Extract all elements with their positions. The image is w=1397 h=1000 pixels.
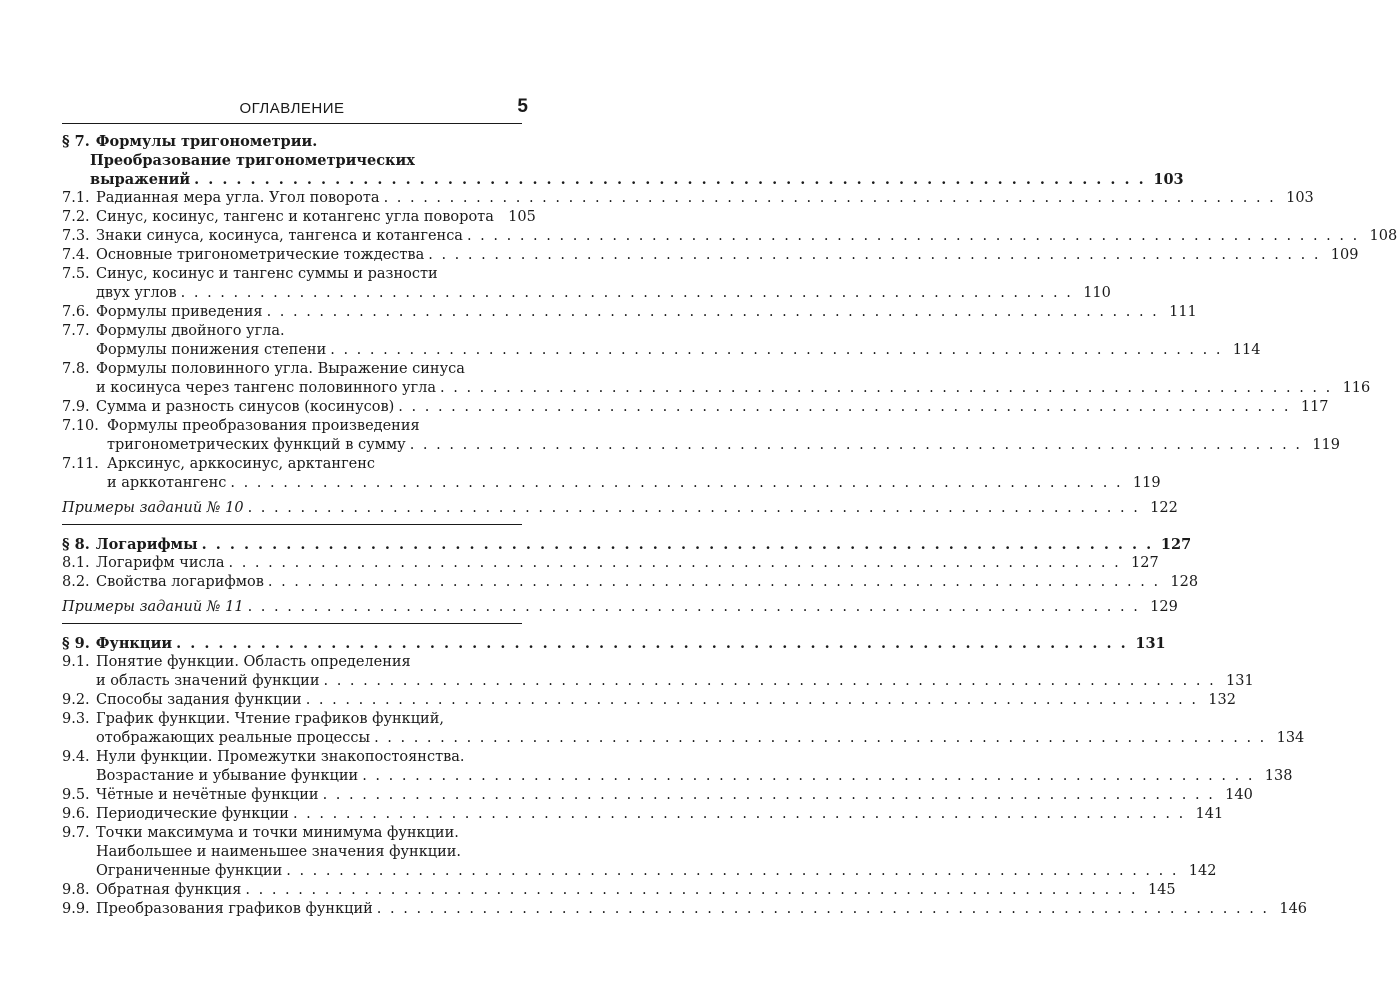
page-header xyxy=(62,96,528,122)
entry-page: 134 xyxy=(1276,730,1305,746)
header-title: ОГЛАВЛЕНИЕ xyxy=(239,100,345,117)
examples-entry[interactable] xyxy=(62,598,1178,617)
toc-entry[interactable] xyxy=(62,398,1329,417)
toc-entry[interactable] xyxy=(62,341,1261,360)
toc-section xyxy=(62,632,1308,925)
toc-entry[interactable] xyxy=(62,246,1359,265)
leader-dots: . . . . . . . . . . . . . . . . . . . . . . . . . . . . . . . . . . . . . . . . . . . . . . . . . . . . . . . . . . . . . . . . . . . . xyxy=(286,863,1179,879)
toc-entry[interactable] xyxy=(62,573,1199,592)
toc-entry[interactable] xyxy=(62,881,1176,900)
entry-title: Свойства логарифмов xyxy=(96,574,264,590)
leader-dots: . . . . . . . . . . . . . . . . . . . . . . . . . . . . . . . . . . . . . . . . . . . . . . . . . . . . . . . . . . . . . . . . . . . . xyxy=(440,380,1333,396)
entry-number: 7.10. xyxy=(62,418,99,434)
toc-entry[interactable] xyxy=(62,767,1293,786)
leader-dots: . . . . . . . . . . . . . . . . . . . . . . . . . . . . . . . . . . . . . . . . . . . . . . . . . . . . . . . . . . . . . . . . . . . . xyxy=(323,673,1216,689)
toc-section xyxy=(62,533,1199,624)
examples-label: Примеры заданий № 10 xyxy=(62,500,244,516)
toc-entry[interactable] xyxy=(62,653,522,672)
entry-page: 131 xyxy=(1226,673,1254,689)
leader-dots: . . . . . . . . . . . . . . . . . . . . . . . . . . . . . . . . . . . . . . . . . . . . . . . . . . . . . . . . . . . . . . . . . . . . xyxy=(247,599,1140,615)
toc-entry[interactable] xyxy=(62,379,1371,398)
toc-entry[interactable] xyxy=(62,436,1340,455)
leader-dots: . . . . . . . . . . . . . . . . . . . . . . . . . . . . . . . . . . . . . . . . . . . . . . . . . . . . . . . . . . . . . . . . . . . . xyxy=(466,228,1360,244)
entry-page: 128 xyxy=(1170,574,1199,590)
section-title-row xyxy=(62,535,1192,554)
entry-title: Преобразования графиков функций xyxy=(96,901,373,917)
entry-page: 119 xyxy=(1312,437,1340,453)
section-title-row xyxy=(62,170,1184,189)
leader-dots: . . . . . . . . . . . . . . . . . . . . . . . . . . . . . . . . . . . . . . . . . . . . . . . . . . . . . . . . . . . . . . . . . . . . xyxy=(266,304,1159,320)
leader-dots: . . . . . . . . . . . . . . . . . . . . . . . . . . . . . . . . . . . . . . . . . . . . . . . . . . . . . . . . . . . . . . . . . . . . xyxy=(409,437,1302,453)
entry-title: Понятие функции. Область определения xyxy=(96,654,411,670)
entry-title: Формулы половинного угла. Выражение синуса xyxy=(96,361,465,377)
examples-page: 129 xyxy=(1150,599,1178,615)
leader-dots: . . . . . . . . . . . . . . . . . . . . . . . . . . . . . . . . . . . . . . . . . . . . . . . . . . . . . . . . . . . . . . . . . . . . xyxy=(201,536,1154,553)
leader-dots: . . . . . . . . . . . . . . . . . . . . . . . . . . . . . . . . . . . . . . . . . . . . . . . . . . . . . . . . . . . . . . . . . . . . xyxy=(180,285,1073,301)
entry-page: 142 xyxy=(1188,863,1217,879)
section-title-row xyxy=(62,634,1166,653)
toc-entry[interactable] xyxy=(62,805,1224,824)
entry-page: 103 xyxy=(1286,190,1314,206)
entry-title: Наибольшее и наименьшее значения функции. xyxy=(96,844,462,860)
entry-number: 8.2. xyxy=(62,574,90,590)
toc-entry[interactable] xyxy=(62,455,522,474)
entry-title: двух углов xyxy=(96,285,177,301)
toc-entry[interactable] xyxy=(62,748,522,767)
entry-number: 9.3. xyxy=(62,711,90,727)
entry-number: 7.1. xyxy=(62,190,90,206)
section-title: Формулы тригонометрии. xyxy=(95,133,318,150)
entry-page: 145 xyxy=(1147,882,1176,898)
entry-number: 9.7. xyxy=(62,825,90,841)
entry-title: Синус, косинус и тангенс суммы и разности xyxy=(96,266,438,282)
entry-number: 7.9. xyxy=(62,399,90,415)
entry-page: 108 xyxy=(1369,228,1397,244)
entry-title: Формулы понижения степени xyxy=(96,342,327,358)
toc-entry[interactable] xyxy=(62,843,522,862)
leader-dots: . . . . . . . . . . . . . . . . . . . . . . . . . . . . . . . . . . . . . . . . . . . . . . . . . . . . . . . . . . . . . . . . . . . . xyxy=(383,190,1276,206)
leader-dots: . . . . . . . . . . . . . . . . . . . . . . . . . . . . . . . . . . . . . . . . . . . . . . . . . . . . . . . . . . . . . . . . . . . . xyxy=(305,692,1198,708)
leader-dots: . . . . . . . . . . . . . . . . . . . . . . . . . . . . . . . . . . . . . . . . . . . . . . . . . . . . . . . . . . . . . . . . . . . . xyxy=(322,787,1215,803)
section-title-row xyxy=(62,132,522,151)
entry-number: 9.4. xyxy=(62,749,90,765)
section-title: Логарифмы xyxy=(95,536,198,553)
leader-dots: . . . . . . . . . . . . . . . . . . . . . . . . . . . . . . . . . . . . . . . . . . . . . . . . . . . . . . . . . . . . . . . . . . . . xyxy=(374,730,1267,746)
entry-title: Формулы преобразования произведения xyxy=(107,418,420,434)
table-of-contents xyxy=(62,130,1397,933)
examples-entry[interactable] xyxy=(62,499,1178,518)
entry-page: 132 xyxy=(1208,692,1236,708)
leader-dots: . . . . . . . . . . . . . . . . . . . . . . . . . . . . . . . . . . . . . . . . . . . . . . . . . . . . . . . . . . . . . . . . . . . . xyxy=(228,555,1121,571)
toc-entry[interactable] xyxy=(62,284,1111,303)
leader-dots: . . . . . . . . . . . . . . . . . . . . . . . . . . . . . . . . . . . . . . . . . . . . . . . . . . . . . . . . . . . . . . . . . . . . xyxy=(194,171,1146,188)
toc-section xyxy=(62,130,1397,525)
entry-page: 111 xyxy=(1169,304,1197,320)
toc-entry[interactable] xyxy=(62,729,1305,748)
entry-number: 7.11. xyxy=(62,456,99,472)
entry-title: Точки максимума и точки минимума функции. xyxy=(96,825,459,841)
entry-title: Периодические функции xyxy=(96,806,289,822)
entry-title: Ограниченные функции xyxy=(96,863,283,879)
leader-dots: . . . . . . . . . . . . . . . . . . . . . . . . . . . . . . . . . . . . . . . . . . . . . . . . . . . . . . . . . . . . . . . . . . . . xyxy=(176,635,1128,652)
entry-title: Сумма и разность синусов (косинусов) xyxy=(96,399,395,415)
entry-number: 7.4. xyxy=(62,247,90,263)
section-page: 103 xyxy=(1153,171,1184,188)
entry-title: Радианная мера угла. Угол поворота xyxy=(96,190,380,206)
entry-page: 109 xyxy=(1330,247,1359,263)
section-page: 127 xyxy=(1160,536,1192,553)
entry-number: 9.5. xyxy=(62,787,90,803)
entry-title: Логарифм числа xyxy=(96,555,225,571)
toc-entry[interactable] xyxy=(62,208,536,227)
page-number: 5 xyxy=(517,96,528,117)
entry-title: Чётные и нечётные функции xyxy=(96,787,319,803)
leader-dots: . . . . . . . . . . . . . . . . . . . . . . . . . . . . . . . . . . . . . . . . . . . . . . . . . . . . . . . . . . . . . . . . . . . . xyxy=(330,342,1223,358)
entry-number: 9.9. xyxy=(62,901,90,917)
entry-title: График функции. Чтение графиков функций, xyxy=(96,711,444,727)
entry-title: Нули функции. Промежутки знакопостоянства. xyxy=(96,749,465,765)
entry-number: 7.3. xyxy=(62,228,90,244)
toc-entry[interactable] xyxy=(62,786,1253,805)
entry-title: Синус, косинус, тангенс и котангенс угла поворота xyxy=(96,209,494,225)
entry-title: Формулы приведения xyxy=(96,304,263,320)
entry-title: Основные тригонометрические тождества xyxy=(96,247,425,263)
entry-number: 7.6. xyxy=(62,304,90,320)
examples-label: Примеры заданий № 11 xyxy=(62,599,244,615)
entry-number: 7.7. xyxy=(62,323,90,339)
header-rule xyxy=(62,123,522,124)
entry-title: Обратная функция xyxy=(96,882,242,898)
entry-number: 8.1. xyxy=(62,555,90,571)
entry-page: 110 xyxy=(1083,285,1111,301)
toc-entry[interactable] xyxy=(62,322,522,341)
entry-page: 141 xyxy=(1195,806,1224,822)
section-title: выражений xyxy=(90,171,191,188)
section-title-row xyxy=(62,151,522,170)
leader-dots: . . . . . . . . . . . . . . . . . . . . . . . . . . . . . . . . . . . . . . . . . . . . . . . . . . . . . . . . . . . . . . . . . . . . xyxy=(247,500,1140,516)
entry-title: и арккотангенс xyxy=(107,475,227,491)
toc-entry[interactable] xyxy=(62,672,1254,691)
toc-entry[interactable] xyxy=(62,189,1314,208)
section-title: Функции xyxy=(95,635,173,652)
toc-entry[interactable] xyxy=(62,691,1236,710)
entry-page: 119 xyxy=(1132,475,1161,491)
entry-title: и область значений функции xyxy=(96,673,320,689)
toc-entry[interactable] xyxy=(62,824,522,843)
examples-page: 122 xyxy=(1150,500,1178,516)
toc-entry[interactable] xyxy=(62,862,1217,881)
entry-title: и косинуса через тангенс половинного угла xyxy=(96,380,437,396)
toc-entry[interactable] xyxy=(62,227,1397,246)
toc-entry[interactable] xyxy=(62,303,1197,322)
entry-page: 105 xyxy=(508,209,536,225)
section-title: Преобразование тригонометрических xyxy=(90,152,415,169)
leader-dots: . . . . . . . . . . . . . . . . . . . . . . . . . . . . . . . . . . . . . . . . . . . . . . . . . . . . . . . . . . . . . . . . . . . . xyxy=(230,475,1123,491)
entry-number: 9.8. xyxy=(62,882,90,898)
entry-page: 140 xyxy=(1225,787,1253,803)
entry-title: Формулы двойного угла. xyxy=(96,323,285,339)
entry-page: 117 xyxy=(1300,399,1329,415)
section-number: § 9. xyxy=(62,635,90,652)
entry-title: Знаки синуса, косинуса, тангенса и котангенса xyxy=(96,228,463,244)
entry-page: 116 xyxy=(1342,380,1371,396)
entry-page: 127 xyxy=(1131,555,1159,571)
entry-page: 146 xyxy=(1279,901,1308,917)
leader-dots: . . . . . . . . . . . . . . . . . . . . . . . . . . . . . . . . . . . . . . . . . . . . . . . . . . . . . . . . . . . . . . . . . . . . xyxy=(245,882,1138,898)
toc-entry[interactable] xyxy=(62,417,522,436)
entry-title: Способы задания функции xyxy=(96,692,302,708)
section-page: 131 xyxy=(1135,635,1166,652)
leader-dots: . . . . . . . . . . . . . . . . . . . . . . . . . . . . . . . . . . . . . . . . . . . . . . . . . . . . . . . . . . . . . . . . . . . . xyxy=(428,247,1321,263)
leader-dots: . . . . . . . . . . . . . . . . . . . . . . . . . . . . . . . . . . . . . . . . . . . . . . . . . . . . . . . . . . . . . . . . . . . . xyxy=(362,768,1255,784)
entry-number: 9.6. xyxy=(62,806,90,822)
entry-number: 9.2. xyxy=(62,692,90,708)
leader-dots: . . . . . . . . . . . . . . . . . . . . . . . . . . . . . . . . . . . . . . . . . . . . . . . . . . . . . . . . . . . . . . . . . . . . xyxy=(267,574,1161,590)
entry-title: отображающих реальные процессы xyxy=(96,730,371,746)
toc-entry[interactable] xyxy=(62,710,522,729)
entry-page: 138 xyxy=(1264,768,1293,784)
toc-entry[interactable] xyxy=(62,360,522,379)
toc-entry[interactable] xyxy=(62,474,1161,493)
entry-page: 114 xyxy=(1232,342,1261,358)
toc-entry[interactable] xyxy=(62,554,1159,573)
entry-number: 7.8. xyxy=(62,361,90,377)
toc-entry[interactable] xyxy=(62,900,1308,919)
section-number: § 8. xyxy=(62,536,90,553)
entry-number: 9.1. xyxy=(62,654,90,670)
entry-title: тригонометрических функций в сумму xyxy=(107,437,406,453)
section-number: § 7. xyxy=(62,133,90,150)
entry-title: Арксинус, арккосинус, арктангенс xyxy=(107,456,376,472)
leader-dots: . . . . . . . . . . . . . . . . . . . . . . . . . . . . . . . . . . . . . . . . . . . . . . . . . . . . . . . . . . . . . . . . . . . . xyxy=(376,901,1270,917)
entry-title: Возрастание и убывание функции xyxy=(96,768,359,784)
leader-dots: . . . . . . . . . . . . . . . . . . . . . . . . . . . . . . . . . . . . . . . . . . . . . . . . . . . . . . . . . . . . . . . . . . . . xyxy=(292,806,1186,822)
toc-entry[interactable] xyxy=(62,265,522,284)
leader-dots: . . . . . . . . . . . . . . . . . . . . . . . . . . . . . . . . . . . . . . . . . . . . . . . . . . . . . . . . . . . . . . . . . . . . xyxy=(398,399,1291,415)
entry-number: 7.2. xyxy=(62,209,90,225)
entry-number: 7.5. xyxy=(62,266,90,282)
